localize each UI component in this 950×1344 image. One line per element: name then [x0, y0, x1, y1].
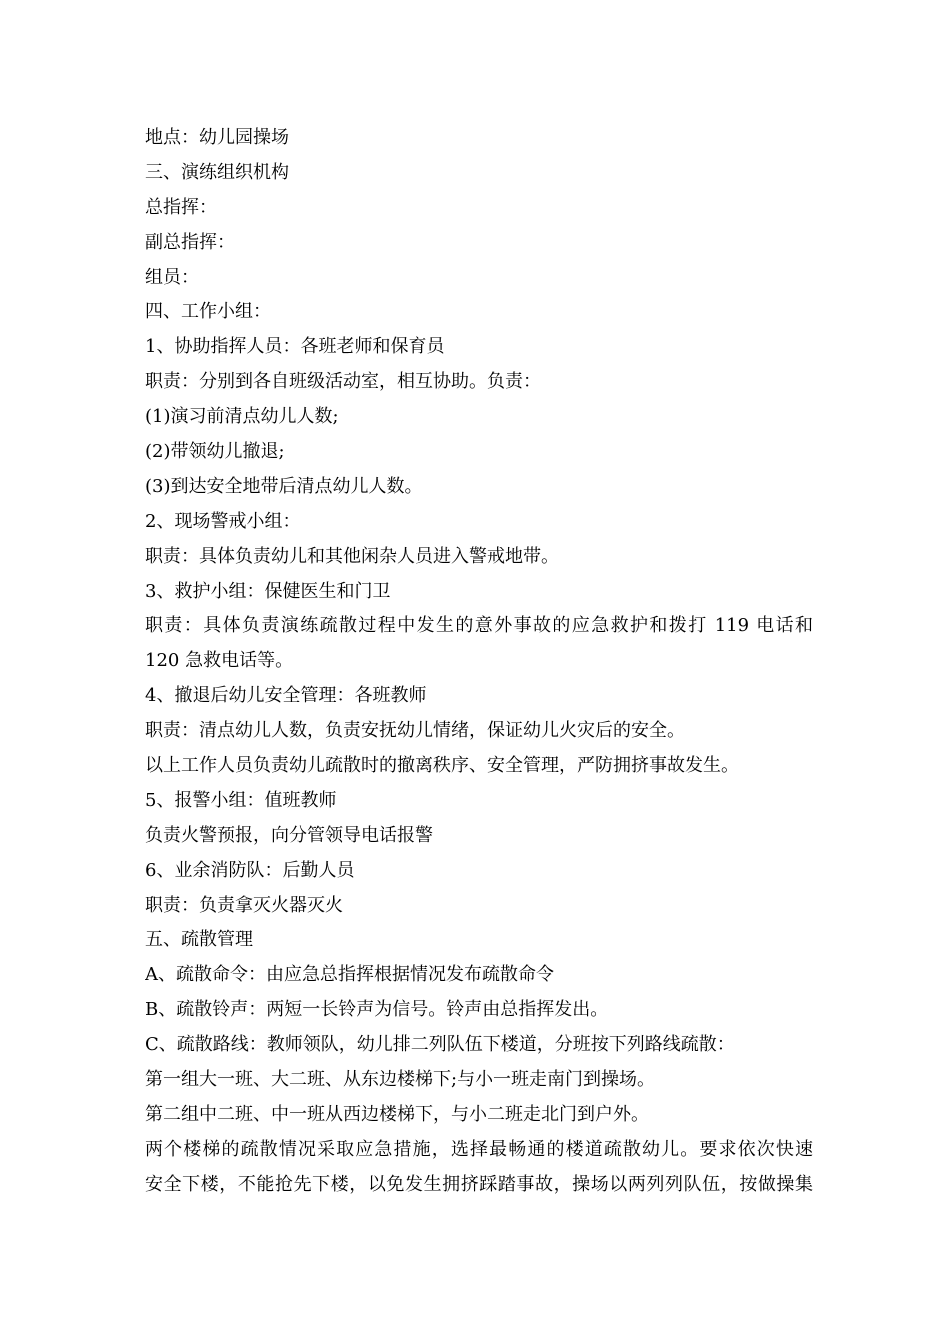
text-line-group-3-duty-cont: 120 急救电话等。 [145, 650, 294, 672]
text-line-group-6-duty: 职责：负责拿灭火器灭火 [145, 894, 343, 916]
text-line-duty-item-3: (3)到达安全地带后清点幼儿人数。 [145, 475, 423, 497]
text-line-evacuation-route: C、疏散路线：教师领队，幼儿排二列队伍下楼道，分班按下列路线疏散： [145, 1034, 735, 1056]
text-line-group-5: 5、报警小组：值班教师 [145, 789, 337, 811]
section-heading-organization: 三、演练组织机构 [145, 161, 289, 183]
text-line-stairs-measures-cont: 安全下楼，不能抢先下楼，以免发生拥挤踩踏事故，操场以两列列队伍，按做操集 [145, 1173, 813, 1195]
text-line-group-1-duty: 职责：分别到各自班级活动室，相互协助。负责： [145, 371, 541, 393]
text-line-commander: 总指挥： [145, 196, 217, 218]
text-line-deputy-commander: 副总指挥： [145, 231, 235, 253]
text-line-group-4: 4、撤退后幼儿安全管理：各班教师 [145, 685, 427, 707]
text-line-group-4-duty: 职责：清点幼儿人数，负责安抚幼儿情绪，保证幼儿火灾后的安全。 [145, 720, 685, 742]
text-line-evacuation-order: A、疏散命令：由应急总指挥根据情况发布疏散命令 [145, 964, 554, 986]
text-line-duty-item-2: (2)带领幼儿撤退; [145, 441, 285, 463]
text-line-group-2-duty: 职责：具体负责幼儿和其他闲杂人员进入警戒地带。 [145, 545, 559, 567]
text-line-stairs-measures: 两个楼梯的疏散情况采取应急措施，选择最畅通的楼道疏散幼儿。要求依次快速 [145, 1138, 813, 1160]
text-line-members: 组员： [145, 266, 199, 288]
text-line-route-group-1: 第一组大一班、大二班、从东边楼梯下;与小一班走南门到操场。 [145, 1069, 656, 1091]
text-line-duty-item-1: (1)演习前清点幼儿人数; [145, 406, 339, 428]
text-line-location: 地点：幼儿园操场 [145, 127, 289, 148]
text-line-group-3: 3、救护小组：保健医生和门卫 [145, 580, 391, 602]
text-line-group-5-duty: 负责火警预报，向分管领导电话报警 [145, 824, 433, 846]
text-line-group-6: 6、业余消防队：后勤人员 [145, 859, 355, 881]
section-heading-evacuation: 五、疏散管理 [145, 929, 253, 951]
text-line-summary: 以上工作人员负责幼儿疏散时的撤离秩序、安全管理，严防拥挤事故发生。 [145, 755, 739, 777]
text-line-group-3-duty: 职责：具体负责演练疏散过程中发生的意外事故的应急救护和拨打 119 电话和 [145, 615, 813, 637]
text-line-evacuation-bell: B、疏散铃声：两短一长铃声为信号。铃声由总指挥发出。 [145, 999, 609, 1021]
text-line-group-1: 1、协助指挥人员：各班老师和保育员 [145, 336, 445, 358]
document-body [145, 121, 813, 1203]
section-heading-work-groups: 四、工作小组： [145, 301, 271, 323]
text-line-route-group-2: 第二组中二班、中一班从西边楼梯下，与小二班走北门到户外。 [145, 1103, 649, 1125]
text-line-group-2: 2、现场警戒小组： [145, 510, 301, 532]
